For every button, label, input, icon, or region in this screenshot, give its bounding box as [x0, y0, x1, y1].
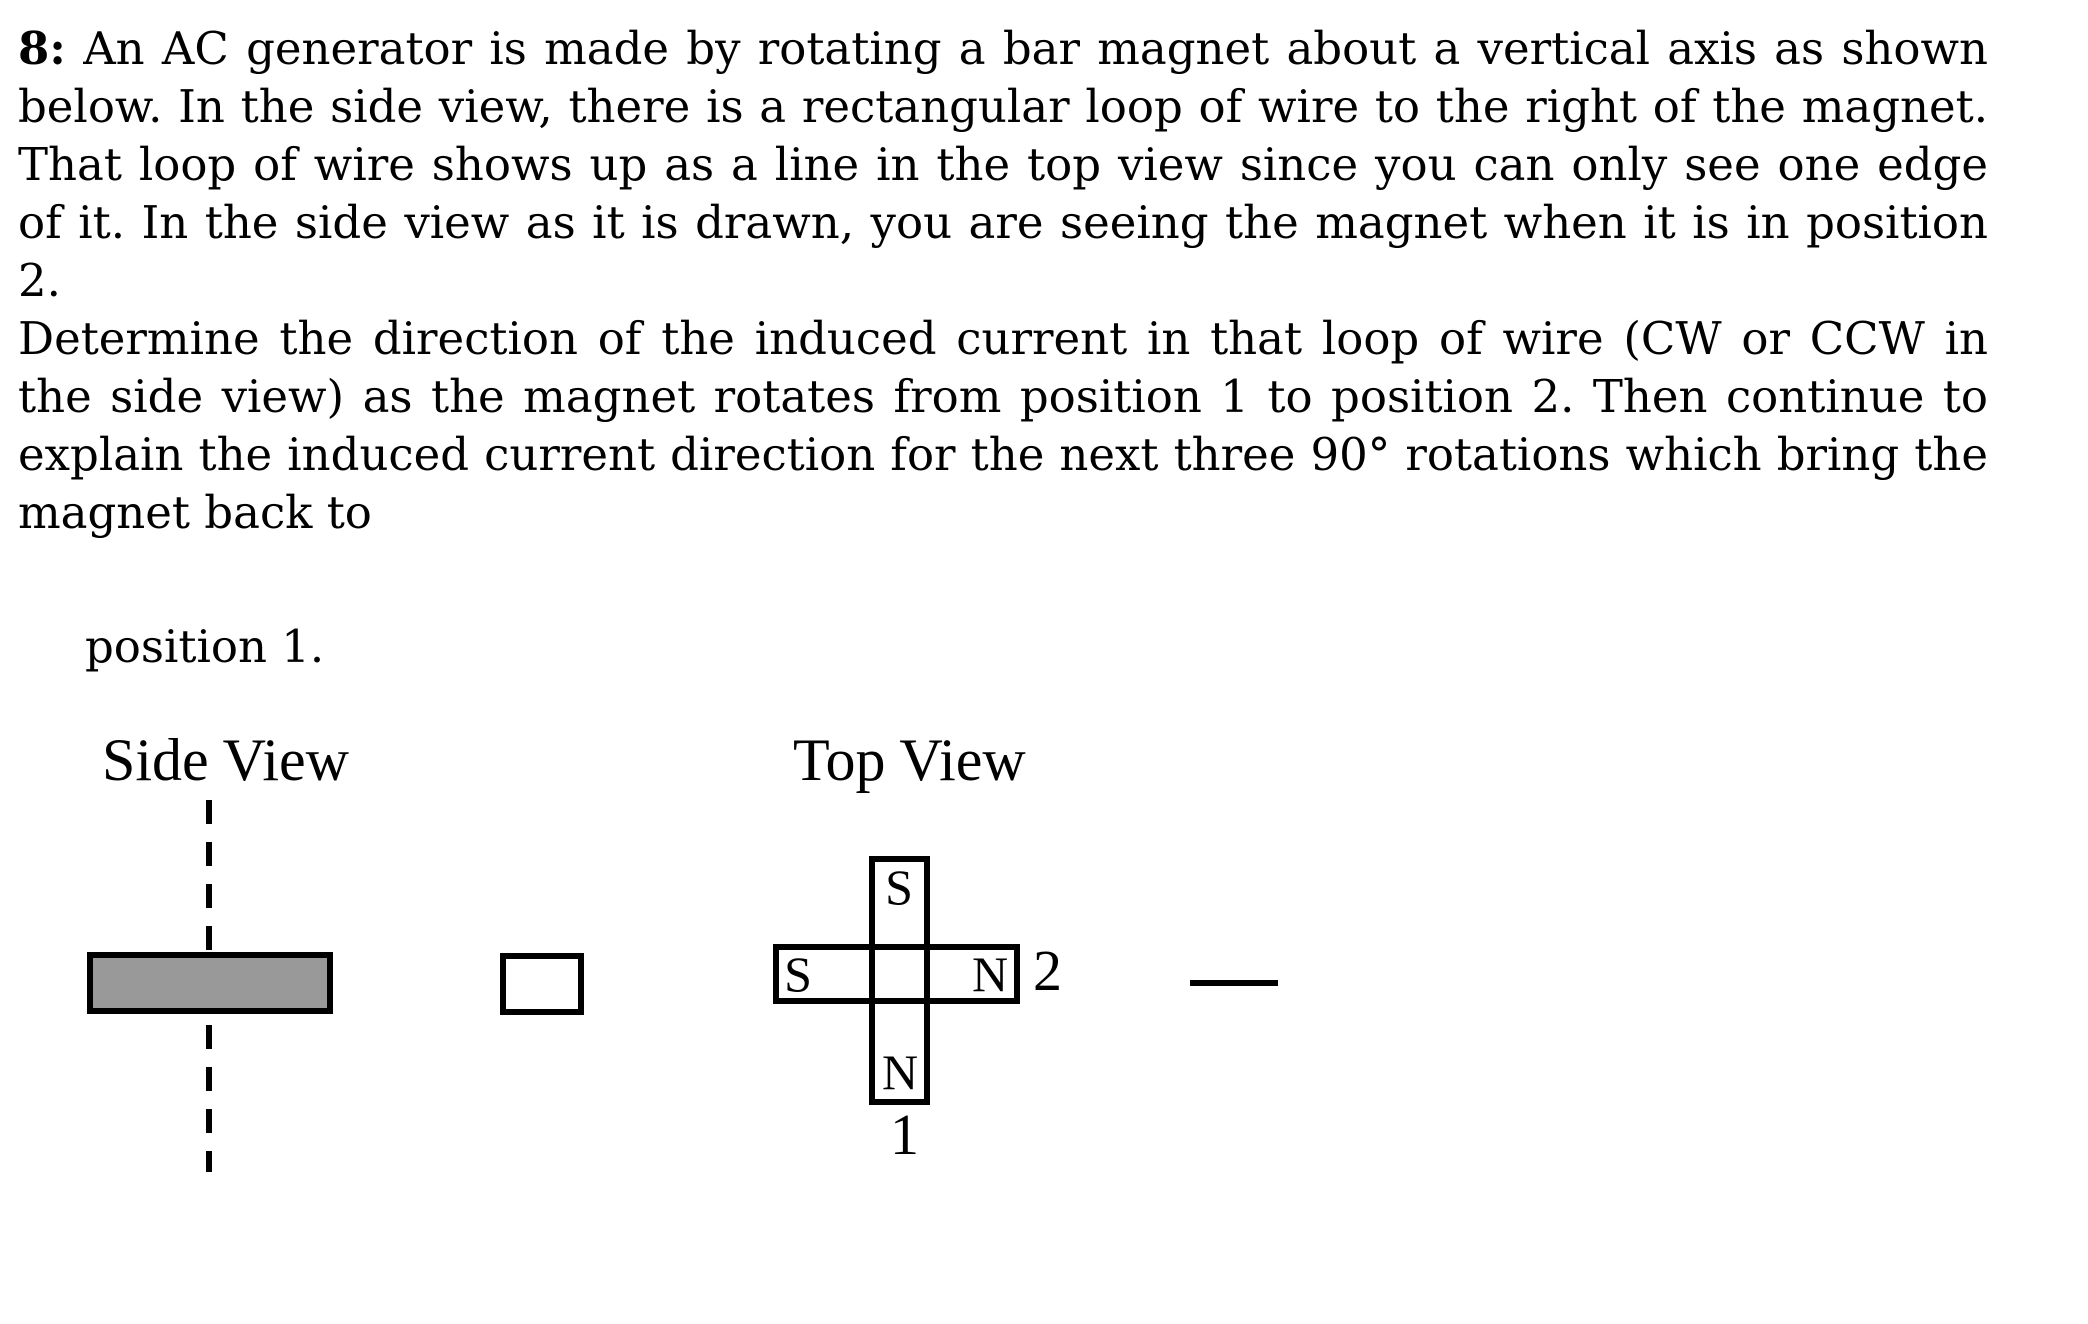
pole-label-top: S — [885, 859, 913, 915]
top-view-title: Top View — [793, 727, 1026, 793]
pole-label-left: S — [784, 946, 812, 1002]
wire-loop-side — [503, 956, 581, 1012]
question-task: Determine the direction of the induced current in that loop of wire (CW or CCW in the side view) as the magnet rotates from position 1 to position 2. Then continue to explain the induced current direction for the next three 90° rotations which bring the magnet back to — [18, 312, 1988, 539]
position-label-1: 1 — [890, 1102, 919, 1167]
question-number: 8: — [18, 22, 66, 75]
question-intro-text: An AC generator is made by rotating a bar magnet about a vertical axis as shown below. In the side view, there is a rectangular loop of wire to the right of the magnet. That loop of wire shows up as a line in the top view since you can only see one edge of it. In the side view as it is drawn, you are seeing the magnet when it is in position 2. — [18, 22, 1988, 307]
pole-label-bottom: N — [881, 1044, 919, 1100]
pole-label-right: N — [971, 946, 1009, 1002]
side-view-title: Side View — [102, 727, 349, 793]
position-label-2: 2 — [1033, 938, 1062, 1003]
bar-magnet-side — [90, 955, 330, 1011]
question-task-end: position 1. — [85, 620, 325, 673]
